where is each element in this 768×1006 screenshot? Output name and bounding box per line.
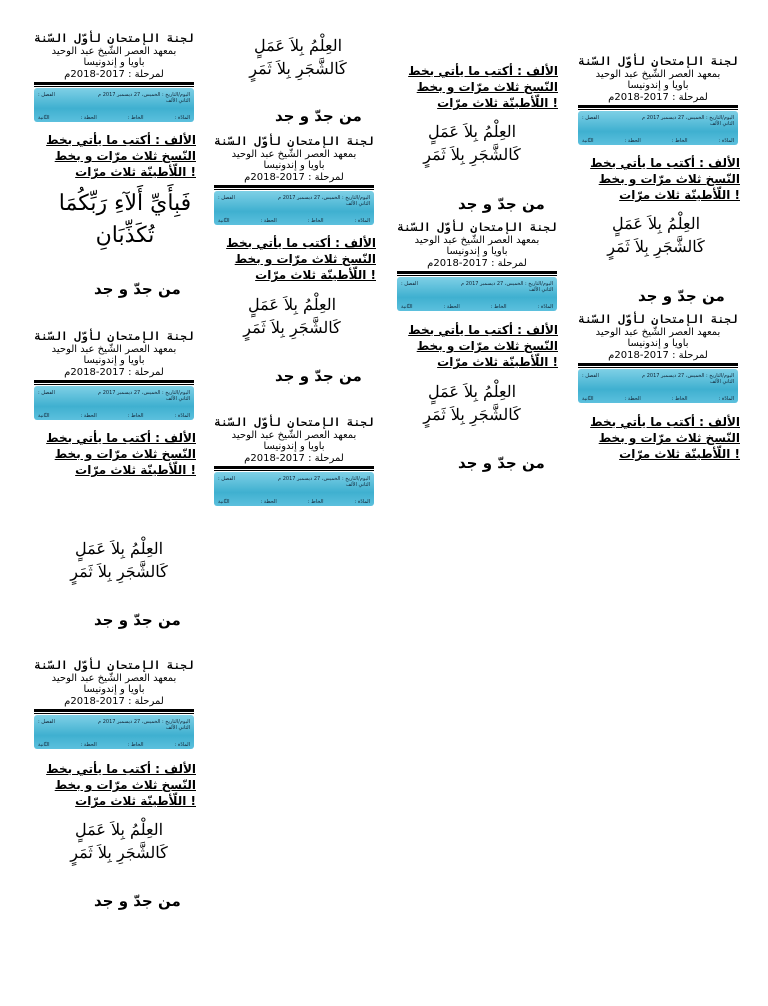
- exam-class: الفصل :: [38, 390, 55, 397]
- instruction-line-1: الألف : أكتب ما يأتي بخط: [408, 64, 558, 78]
- proverb-line-2: كَالشَّجَرِ بِلاَ ثَمَرٍ: [249, 59, 347, 79]
- header-card: [214, 417, 374, 506]
- proverb-line-1: العِلْمُ بِلاَ عَمَلٍ: [427, 122, 517, 141]
- exam-subject: المادّة :: [718, 138, 734, 145]
- instruction: [34, 430, 196, 479]
- exam-second: الثّانية: [401, 304, 413, 311]
- instruction-line-3: ! اللّأطينّة ثلاث مرّات: [437, 355, 558, 370]
- instruction-line-3: ! اللّأطينّة ثلاث مرّات: [255, 268, 376, 283]
- exam-session: الحطة :: [624, 138, 641, 145]
- instruction-line-3: ! اللّأطينّة ثلاث مرّات: [619, 447, 740, 462]
- header-card: [578, 314, 738, 403]
- header-card: [34, 660, 194, 749]
- exam-date: اليوم/التاريخ : الخميس، 27 ديسمبر 2017 م الثاني الألف: [278, 476, 370, 489]
- exam-info-box: [214, 191, 374, 225]
- committee-title: لجنة الإمتحان لأوّل السّنة: [214, 135, 374, 148]
- committee-title: لجنة الإمتحان لأوّل السّنة: [34, 659, 194, 672]
- header-rule: [214, 185, 374, 188]
- exam-date: اليوم/التاريخ : الخميس، 27 ديسمبر 2017 م الثاني الألف: [98, 92, 190, 105]
- instruction-line-2: النّسخ ثلاث مرّات و بخط: [416, 80, 558, 95]
- motto: من جدّ و جد: [275, 107, 362, 125]
- academic-year: لمرحلة : 2017-2018م: [244, 171, 344, 183]
- exam-session: الحطة :: [80, 115, 97, 122]
- instruction: [398, 63, 558, 112]
- exam-class: الفصل :: [218, 476, 235, 483]
- quran-verse: [40, 188, 210, 252]
- proverb-line-1: العِلْمُ بِلاَ عَمَلٍ: [74, 820, 164, 839]
- exam-second: الثّانية: [582, 138, 594, 145]
- instruction-line-2: النّسخ ثلاث مرّات و بخط: [416, 339, 558, 354]
- exam-subject: المادّة :: [718, 396, 734, 403]
- instruction-line-3: ! اللّأطينّة ثلاث مرّات: [437, 96, 558, 111]
- proverb: [222, 293, 362, 339]
- exam-session: الحطة :: [624, 396, 641, 403]
- institute-name: بمعهد العصر الشّيخ عبد الوحيد: [51, 343, 177, 355]
- exam-class: الفصل :: [38, 719, 55, 726]
- exam-header: [578, 314, 738, 361]
- exam-class: الفصل :: [38, 92, 55, 99]
- header-rule-thin: [34, 86, 194, 87]
- exam-teacher: الخاط :: [671, 396, 688, 403]
- academic-year: لمرحلة : 2017-2018م: [64, 68, 164, 80]
- institute-name: بمعهد العصر الشّيخ عبد الوحيد: [595, 68, 721, 80]
- exam-header: [34, 660, 194, 707]
- exam-teacher: الخاط :: [307, 499, 324, 506]
- exam-subject: المادّة :: [174, 742, 190, 749]
- proverb-line-2: كَالشَّجَرِ بِلاَ ثَمَرٍ: [70, 843, 168, 863]
- header-rule: [34, 709, 194, 712]
- exam-subject: المادّة :: [174, 115, 190, 122]
- location: باويا و إندونيسا: [83, 57, 145, 69]
- instruction-line-3: ! اللّأطينّة ثلاث مرّات: [75, 463, 196, 478]
- academic-year: لمرحلة : 2017-2018م: [64, 695, 164, 707]
- header-rule: [578, 363, 738, 366]
- proverb-line-1: العِلْمُ بِلاَ عَمَلٍ: [427, 382, 517, 401]
- instruction-line-1: الألف : أكتب ما يأتي بخط: [46, 133, 196, 147]
- motto: من جدّ و جد: [94, 611, 181, 629]
- header-rule-thin: [397, 275, 557, 276]
- header-rule-thin: [34, 384, 194, 385]
- header-card: [397, 222, 557, 311]
- location: باويا و إندونيسا: [446, 246, 508, 258]
- exam-info-box: [578, 369, 738, 403]
- instruction-line-1: الألف : أكتب ما يأتي بخط: [590, 156, 740, 170]
- exam-second: الثّانية: [38, 413, 50, 420]
- exam-info-box: [34, 386, 194, 420]
- proverb-line-2: كَالشَّجَرِ بِلاَ ثَمَرٍ: [423, 145, 521, 165]
- proverb: [44, 537, 194, 583]
- instruction-line-1: الألف : أكتب ما يأتي بخط: [408, 323, 558, 337]
- header-rule: [34, 380, 194, 383]
- header-rule-thin: [34, 713, 194, 714]
- motto: من جدّ و جد: [458, 454, 545, 472]
- institute-name: بمعهد العصر الشّيخ عبد الوحيد: [595, 326, 721, 338]
- proverb-line-2: كَالشَّجَرِ بِلاَ ثَمَرٍ: [607, 237, 705, 257]
- instruction-line-2: النّسخ ثلاث مرّات و بخط: [54, 447, 196, 462]
- proverb-line-2: كَالشَّجَرِ بِلاَ ثَمَرٍ: [423, 405, 521, 425]
- exam-info-box: [34, 88, 194, 122]
- instruction-line-1: الألف : أكتب ما يأتي بخط: [226, 236, 376, 250]
- exam-subject: المادّة :: [537, 304, 553, 311]
- exam-second: الثّانية: [218, 499, 230, 506]
- exam-session: الحطة :: [80, 742, 97, 749]
- instruction-line-1: الألف : أكتب ما يأتي بخط: [46, 431, 196, 445]
- exam-teacher: الخاط :: [671, 138, 688, 145]
- institute-name: بمعهد العصر الشّيخ عبد الوحيد: [414, 234, 540, 246]
- instruction-line-2: النّسخ ثلاث مرّات و بخط: [598, 172, 740, 187]
- committee-title: لجنة الإمتحان لأوّل السّنة: [397, 221, 557, 234]
- proverb-line-1: العِلْمُ بِلاَ عَمَلٍ: [611, 214, 701, 233]
- proverb: [402, 120, 542, 166]
- proverb: [402, 380, 542, 426]
- exam-second: الثّانية: [582, 396, 594, 403]
- committee-title: لجنة الإمتحان لأوّل السّنة: [34, 32, 194, 45]
- instruction: [34, 132, 196, 181]
- proverb: [228, 34, 368, 80]
- header-rule: [34, 82, 194, 85]
- exam-subject: المادّة :: [174, 413, 190, 420]
- header-card: [34, 33, 194, 122]
- academic-year: لمرحلة : 2017-2018م: [608, 349, 708, 361]
- exam-teacher: الخاط :: [307, 218, 324, 225]
- exam-class: الفصل :: [401, 281, 418, 288]
- committee-title: لجنة الإمتحان لأوّل السّنة: [578, 313, 738, 326]
- committee-title: لجنة الإمتحان لأوّل السّنة: [578, 55, 738, 68]
- exam-date: اليوم/التاريخ : الخميس، 27 ديسمبر 2017 م الثاني الألف: [98, 390, 190, 403]
- instruction-line-2: النّسخ ثلاث مرّات و بخط: [54, 778, 196, 793]
- instruction: [34, 761, 196, 810]
- academic-year: لمرحلة : 2017-2018م: [427, 257, 527, 269]
- header-rule-thin: [578, 367, 738, 368]
- exam-second: الثّانية: [38, 115, 50, 122]
- motto: من جدّ و جد: [94, 892, 181, 910]
- exam-teacher: الخاط :: [127, 413, 144, 420]
- exam-class: الفصل :: [218, 195, 235, 202]
- motto: من جدّ و جد: [458, 195, 545, 213]
- exam-subject: المادّة :: [354, 218, 370, 225]
- exam-date: اليوم/التاريخ : الخميس، 27 ديسمبر 2017 م الثاني الألف: [642, 115, 734, 128]
- exam-second: الثّانية: [218, 218, 230, 225]
- location: باويا و إندونيسا: [263, 160, 325, 172]
- exam-date: اليوم/التاريخ : الخميس، 27 ديسمبر 2017 م الثاني الألف: [278, 195, 370, 208]
- exam-class: الفصل :: [582, 373, 599, 380]
- institute-name: بمعهد العصر الشّيخ عبد الوحيد: [231, 429, 357, 441]
- verse-line-2: تُكَذِّبَانِ: [95, 222, 155, 248]
- instruction-line-2: النّسخ ثلاث مرّات و بخط: [234, 252, 376, 267]
- proverb-line-1: العِلْمُ بِلاَ عَمَلٍ: [253, 36, 343, 55]
- instruction-line-3: ! اللّأطينّة ثلاث مرّات: [75, 794, 196, 809]
- location: باويا و إندونيسا: [83, 684, 145, 696]
- institute-name: بمعهد العصر الشّيخ عبد الوحيد: [231, 148, 357, 160]
- header-rule-thin: [578, 109, 738, 110]
- header-rule-thin: [214, 189, 374, 190]
- committee-title: لجنة الإمتحان لأوّل السّنة: [214, 416, 374, 429]
- exam-header: [34, 33, 194, 80]
- academic-year: لمرحلة : 2017-2018م: [64, 366, 164, 378]
- location: باويا و إندونيسا: [627, 338, 689, 350]
- exam-session: الحطة :: [443, 304, 460, 311]
- location: باويا و إندونيسا: [263, 441, 325, 453]
- exam-date: اليوم/التاريخ : الخميس، 27 ديسمبر 2017 م الثاني الألف: [98, 719, 190, 732]
- instruction: [578, 155, 740, 204]
- exam-class: الفصل :: [582, 115, 599, 122]
- exam-session: الحطة :: [80, 413, 97, 420]
- exam-header: [214, 417, 374, 464]
- proverb-line-1: العِلْمُ بِلاَ عَمَلٍ: [74, 539, 164, 558]
- instruction-line-3: ! اللّأطينّة ثلاث مرّات: [75, 165, 196, 180]
- exam-session: الحطة :: [260, 218, 277, 225]
- instruction: [214, 235, 376, 284]
- proverb: [44, 818, 194, 864]
- exam-teacher: الخاط :: [127, 115, 144, 122]
- exam-date: اليوم/التاريخ : الخميس، 27 ديسمبر 2017 م الثاني الألف: [642, 373, 734, 386]
- instruction-line-1: الألف : أكتب ما يأتي بخط: [46, 762, 196, 776]
- institute-name: بمعهد العصر الشّيخ عبد الوحيد: [51, 45, 177, 57]
- header-card: [34, 331, 194, 420]
- exam-date: اليوم/التاريخ : الخميس، 27 ديسمبر 2017 م الثاني الألف: [461, 281, 553, 294]
- motto: من جدّ و جد: [275, 367, 362, 385]
- exam-header: [578, 56, 738, 103]
- academic-year: لمرحلة : 2017-2018م: [608, 91, 708, 103]
- proverb-line-1: العِلْمُ بِلاَ عَمَلٍ: [247, 295, 337, 314]
- motto: من جدّ و جد: [94, 280, 181, 298]
- header-rule-thin: [214, 470, 374, 471]
- academic-year: لمرحلة : 2017-2018م: [244, 452, 344, 464]
- location: باويا و إندونيسا: [83, 355, 145, 367]
- exam-session: الحطة :: [260, 499, 277, 506]
- exam-second: الثّانية: [38, 742, 50, 749]
- proverb: [586, 212, 726, 258]
- location: باويا و إندونيسا: [627, 80, 689, 92]
- exam-header: [34, 331, 194, 378]
- proverb-line-2: كَالشَّجَرِ بِلاَ ثَمَرٍ: [70, 562, 168, 582]
- instruction: [398, 322, 558, 371]
- header-card: [214, 136, 374, 225]
- exam-info-box: [578, 111, 738, 145]
- instruction: [578, 414, 740, 463]
- committee-title: لجنة الإمتحان لأوّل السّنة: [34, 330, 194, 343]
- exam-teacher: الخاط :: [490, 304, 507, 311]
- instruction-line-2: النّسخ ثلاث مرّات و بخط: [598, 431, 740, 446]
- exam-header: [214, 136, 374, 183]
- exam-info-box: [34, 715, 194, 749]
- exam-header: [397, 222, 557, 269]
- exam-info-box: [214, 472, 374, 506]
- exam-info-box: [397, 277, 557, 311]
- header-rule: [397, 271, 557, 274]
- instruction-line-2: النّسخ ثلاث مرّات و بخط: [54, 149, 196, 164]
- exam-teacher: الخاط :: [127, 742, 144, 749]
- exam-subject: المادّة :: [354, 499, 370, 506]
- instruction-line-1: الألف : أكتب ما يأتي بخط: [590, 415, 740, 429]
- verse-line-1: فَبِأَيِّ أَلآءِ رَبِّكُمَا: [58, 191, 192, 216]
- header-rule: [578, 105, 738, 108]
- institute-name: بمعهد العصر الشّيخ عبد الوحيد: [51, 672, 177, 684]
- header-rule: [214, 466, 374, 469]
- instruction-line-3: ! اللّأطينّة ثلاث مرّات: [619, 188, 740, 203]
- header-card: [578, 56, 738, 145]
- proverb-line-2: كَالشَّجَرِ بِلاَ ثَمَرٍ: [243, 318, 341, 338]
- motto: من جدّ و جد: [638, 287, 725, 305]
